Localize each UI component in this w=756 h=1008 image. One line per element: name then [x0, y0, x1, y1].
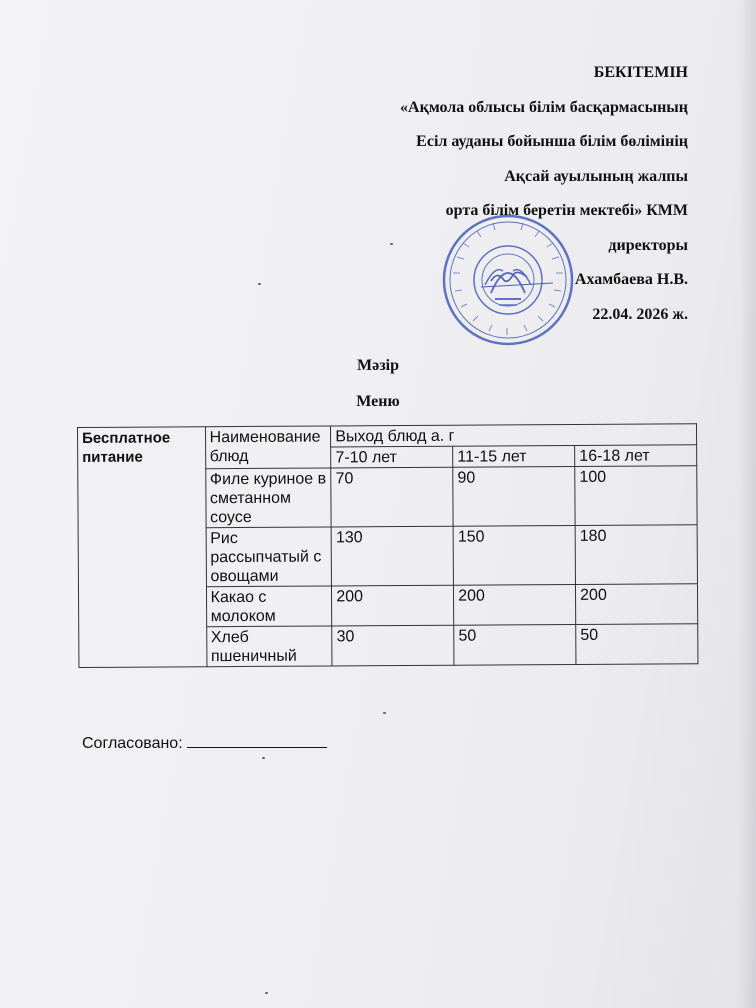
- dish-name-cell: Филе куриное в сметанном соусе: [205, 468, 331, 528]
- value-cell: 30: [332, 625, 454, 666]
- dish-name-cell: Хлеб пшеничный: [206, 626, 332, 667]
- dust-speck: [262, 757, 265, 759]
- output-column-header: Выход блюд а. г: [331, 424, 697, 447]
- agreed-line: [82, 733, 327, 753]
- dish-name-cell: Какао с молоком: [206, 586, 332, 627]
- page-edge-shadow: [738, 0, 756, 1008]
- value-cell: 100: [575, 466, 697, 526]
- value-cell: 200: [454, 584, 576, 625]
- dish-column-header: Наименование блюд: [205, 426, 331, 469]
- approval-block: [268, 60, 688, 336]
- age-group-header: 7-10 лет: [331, 446, 453, 468]
- value-cell: 150: [453, 525, 575, 585]
- value-cell: 200: [576, 584, 698, 625]
- dust-speck: [265, 992, 268, 994]
- approval-date: 22.04. 2026 ж.: [592, 305, 688, 323]
- approval-heading: БЕКІТЕМІН: [593, 64, 688, 81]
- title-kazakh: Мәзір: [357, 357, 399, 374]
- agreed-label: Согласовано:: [82, 735, 183, 752]
- approval-line: Ақсай ауылының жалпы: [504, 167, 688, 185]
- value-cell: 130: [331, 526, 453, 586]
- dust-speck: [258, 283, 261, 285]
- value-cell: 50: [454, 624, 576, 665]
- value-cell: 70: [331, 467, 453, 527]
- approval-line: Есіл ауданы бойынша білім бөлімінің: [416, 133, 688, 150]
- value-cell: 50: [576, 624, 698, 665]
- value-cell: 180: [575, 525, 697, 585]
- title-russian: Меню: [356, 393, 400, 410]
- dish-name-cell: Рис рассыпчатый с овощами: [206, 527, 332, 587]
- director-name: Ахамбаева Н.В.: [574, 271, 688, 288]
- approval-line: орта білім беретін мектебі» КММ: [445, 202, 688, 219]
- section-label-cell: Бесплатное питание: [78, 427, 207, 668]
- approval-line: «Ақмола облысы білім басқармасының: [400, 98, 688, 116]
- dust-speck: [383, 712, 386, 714]
- value-cell: 200: [332, 585, 454, 626]
- menu-table: [77, 423, 698, 668]
- signature-blank: [187, 733, 327, 748]
- approval-line: директоры: [608, 236, 688, 254]
- age-group-header: 11-15 лет: [453, 445, 575, 467]
- age-group-header: 16-18 лет: [575, 445, 697, 467]
- value-cell: 90: [453, 466, 575, 526]
